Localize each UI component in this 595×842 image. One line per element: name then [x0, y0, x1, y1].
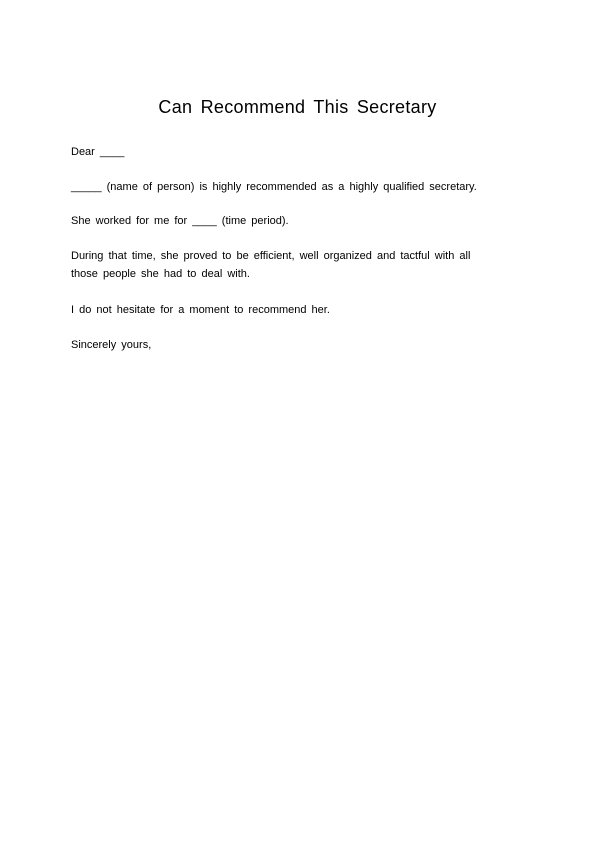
salutation: Dear ____ [71, 146, 125, 158]
paragraph-work-period: She worked for me for ____ (time period). [71, 215, 289, 227]
paragraph-endorsement: I do not hesitate for a moment to recommend her. [71, 304, 330, 316]
document-title: Can Recommend This Secretary [158, 97, 437, 117]
paragraph-qualities-line-1: During that time, she proved to be efficient, well organized and tactful with all [71, 250, 471, 262]
closing: Sincerely yours, [71, 339, 152, 351]
paragraph-qualities-line-2: those people she had to deal with. [71, 268, 250, 280]
paragraph-recommendation: _____ (name of person) is highly recommended as a highly qualified secretary. [71, 181, 477, 193]
